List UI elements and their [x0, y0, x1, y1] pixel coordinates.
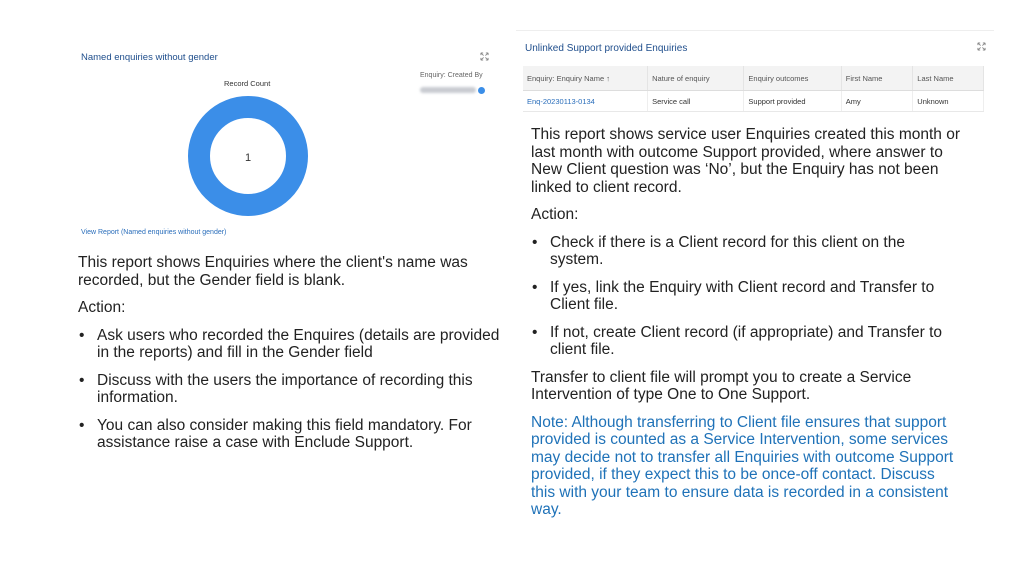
column-header-outcomes[interactable]: Enquiry outcomes [744, 66, 841, 91]
table-header-row [523, 66, 984, 91]
outcome-cell: Support provided [744, 91, 841, 112]
named-enquiries-panel [68, 44, 498, 242]
panel-title: Unlinked Support provided Enquiries [525, 43, 688, 54]
list-item: • If yes, link the Enquiry with Client record and Transfer to Client file. [531, 279, 961, 314]
record-count-label: Record Count [224, 79, 271, 88]
legend-title: Enquiry: Created By [420, 72, 483, 79]
list-item: • Discuss with the users the importance of recording this information. [78, 372, 508, 407]
nature-cell: Service call [648, 91, 744, 112]
right-explanation [531, 126, 961, 529]
column-header-nature[interactable]: Nature of enquiry [648, 66, 744, 91]
table-row [523, 91, 984, 112]
list-item: • You can also consider making this field mandatory. For assistance raise a case with Enclude Support. [78, 417, 508, 452]
expand-icon[interactable] [977, 42, 986, 51]
left-action-label: Action: [78, 299, 126, 316]
legend-entry-blurred [420, 87, 476, 93]
right-description: This report shows service user Enquiries created this month or last month with outcome Support provided, where answer to New Client question was ‘No’, but the Enquiry has not been linked to client record. [531, 126, 961, 196]
left-description: This report shows Enquiries where the client's name was recorded, but the Gender field is blank. [78, 254, 468, 289]
unlinked-enquiries-panel [516, 30, 994, 117]
column-header-enquiry-name[interactable]: Enquiry: Enquiry Name ↑ [523, 66, 648, 91]
right-action-label: Action: [531, 206, 579, 223]
expand-icon[interactable] [480, 52, 489, 61]
enquiry-name-link[interactable]: Enq-20230113-0134 [523, 91, 648, 112]
view-report-link[interactable]: View Report (Named enquiries without gender) [81, 229, 227, 236]
consistency-note: Note: Although transferring to Client file ensures that support provided is counted as a Service Intervention, some services may decide not to transfer all Enquiries with outcome Support provided, if they expect this to be once-off contact. Discuss this with your team to ensure data is recorded in a consistent way. [531, 413, 954, 518]
list-item: • Ask users who recorded the Enquires (details are provided in the reports) and fill in the Gender field [78, 327, 508, 362]
column-header-last-name[interactable]: Last Name [913, 66, 984, 91]
panel-title: Named enquiries without gender [81, 52, 218, 63]
left-action-list [78, 327, 508, 452]
donut-chart[interactable] [186, 94, 310, 218]
left-explanation [78, 254, 508, 462]
legend-color-dot [478, 87, 485, 94]
first-name-cell: Amy [841, 91, 913, 112]
enquiries-table [523, 66, 984, 112]
list-item: • If not, create Client record (if appropriate) and Transfer to client file. [531, 324, 961, 359]
list-item: • Check if there is a Client record for this client on the system. [531, 234, 961, 269]
transfer-note: Transfer to client file will prompt you to create a Service Intervention of type One to One Support. [531, 368, 912, 403]
right-action-list [531, 234, 961, 359]
donut-value: 1 [244, 152, 252, 164]
last-name-cell: Unknown [913, 91, 984, 112]
column-header-first-name[interactable]: First Name [841, 66, 913, 91]
